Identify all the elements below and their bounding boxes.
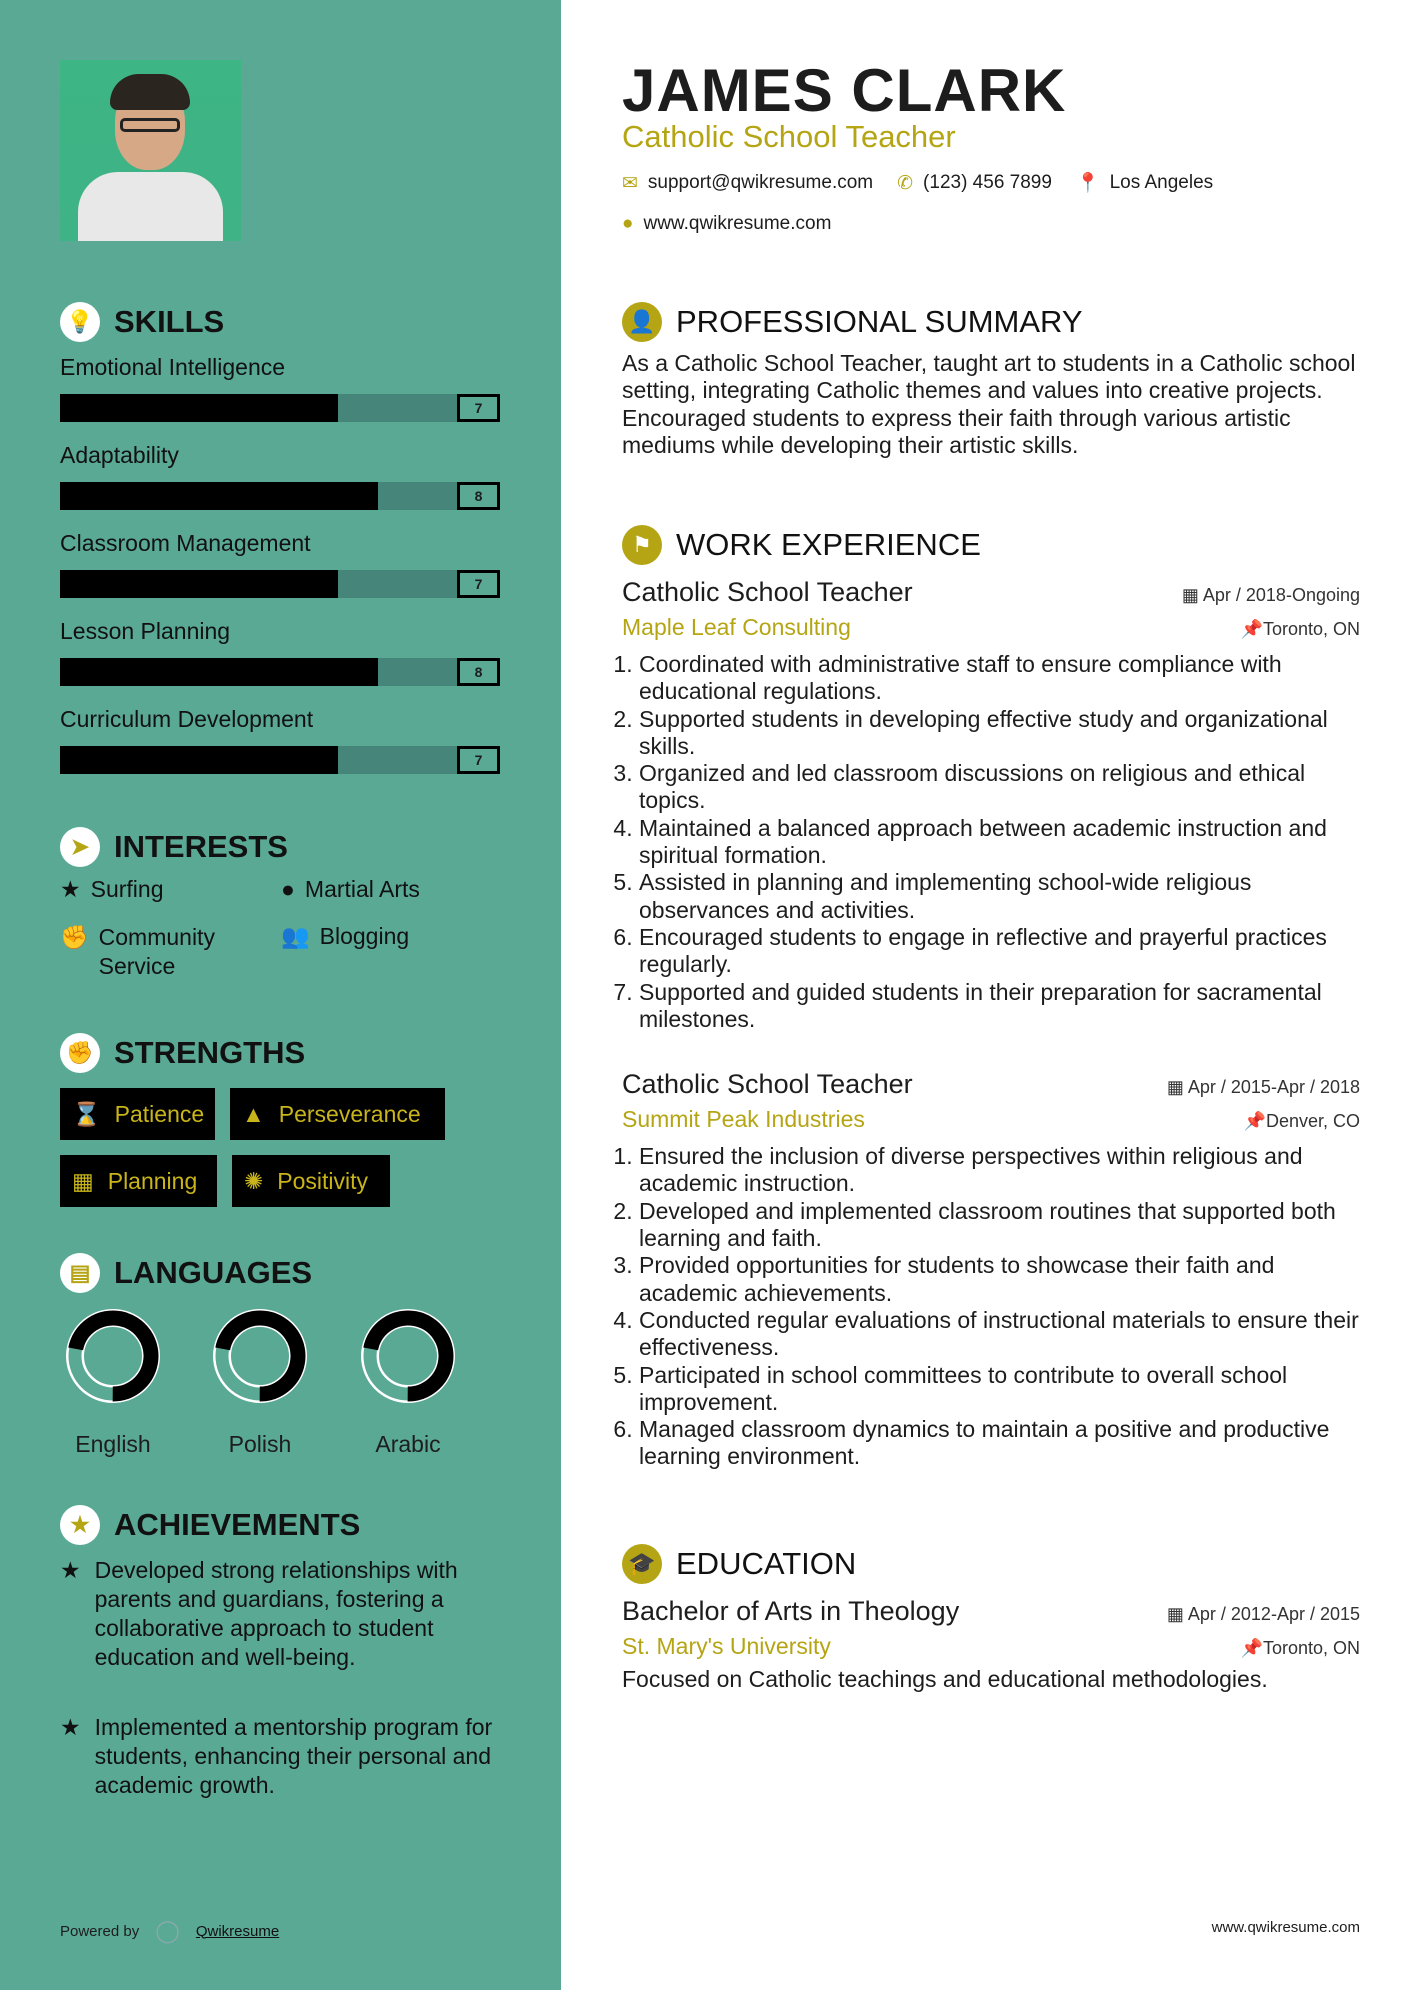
skill-item [60,442,500,510]
skill-label: Curriculum Development [60,706,314,732]
sun-icon: ✺ [244,1167,264,1194]
interest-item [60,876,164,903]
skills-list [60,354,500,774]
work-heading [622,525,1360,565]
qwikresume-link[interactable]: Qwikresume [195,1922,280,1940]
skill-fill [60,570,338,598]
skill-label: Adaptability [60,442,179,468]
star-icon: ★ [60,876,81,902]
sidebar [0,0,561,1990]
pin-icon: 📌 [1243,1111,1266,1132]
tag-label: Perseverance [278,1100,421,1127]
website[interactable]: www.qwikresume.com [643,213,832,234]
bullet: 5. Assisted in planning and implementing school-wide religious observances and activities. [639,869,1360,924]
job-entry [622,577,1360,1033]
skill-value: 8 [457,658,500,686]
envelope-icon: ✉ [622,172,638,194]
map-pin-icon: 📍 [1075,173,1100,194]
road-icon: ▲ [242,1100,265,1127]
interest-item [281,876,420,903]
bullet: 2. Supported students in developing effective study and organizational skills. [639,706,1360,761]
candidate-name: JAMES CLARK [622,57,1067,124]
interests-heading [60,827,288,867]
achievement-item [60,1556,505,1672]
job-date: Apr / 2015-Apr / 2018 [1187,1077,1360,1098]
skill-fill [60,746,338,774]
graduate-icon: 🎓 [622,1544,662,1584]
language-label: English [75,1431,151,1457]
bullet: 5. Participated in school committees to contribute to overall school improvement. [639,1362,1360,1417]
heading-text: INTERESTS [114,829,288,864]
phone: (123) 456 7899 [923,172,1052,193]
profile-photo [60,60,241,241]
fist-icon: ✊ [60,924,89,950]
interest-item [60,923,260,981]
bullet: 1. Coordinated with administrative staff to ensure compliance with educational regulations. [639,651,1360,706]
heading-text: WORK EXPERIENCE [676,527,981,562]
language-donut [200,1308,320,1408]
interest-label: Surfing [90,876,164,902]
globe-icon: ● [281,876,295,902]
interest-label: Blogging [319,923,410,949]
achievement-item [60,1713,505,1800]
language-item [348,1308,468,1458]
school-row [622,1633,1360,1660]
skill-value: 7 [457,570,500,598]
id-card-icon: ▤ [60,1253,100,1293]
strength-tag [60,1088,215,1140]
heading-text: ACHIEVEMENTS [114,1507,361,1542]
calendar-icon: ▦ [72,1167,94,1194]
job-company-row [622,614,1360,641]
contact-row [622,171,1360,195]
jobs-list [622,577,1360,1471]
fist-icon: ✊ [60,1033,100,1073]
education-heading [622,1544,1360,1584]
skill-value: 8 [457,482,500,510]
education-row [622,1596,1360,1627]
job-title: Catholic School Teacher [622,1069,913,1100]
tag-label: Patience [114,1100,205,1127]
calendar-icon: ▦ [1181,585,1203,605]
powered-by [60,1918,279,1944]
pin-icon: 📌 [1240,1638,1263,1658]
skill-bar [60,570,500,598]
skill-bar [60,658,500,686]
skill-value: 7 [457,394,500,422]
achievements-heading [60,1505,360,1545]
heading-text: LANGUAGES [114,1255,313,1290]
interest-label: Community Service [98,924,215,979]
job-bullets [620,651,1360,1033]
bullet: 6. Encouraged students to engage in reflective and prayerful practices regularly. [639,924,1360,979]
skill-fill [60,482,378,510]
bullet: 2. Developed and implemented classroom routines that supported both learning and faith. [639,1198,1360,1253]
strength-tag [230,1088,445,1140]
star-icon: ★ [60,1557,81,1583]
user-icon: 👤 [622,302,662,342]
education-date: Apr / 2012-Apr / 2015 [1187,1604,1360,1624]
language-label: Polish [228,1431,292,1457]
job-header [622,1069,1360,1100]
hourglass-icon: ⌛ [72,1100,101,1127]
summary-heading [622,302,1360,342]
heading-text: EDUCATION [676,1546,857,1581]
language-donut [53,1308,173,1408]
job-date: Apr / 2018-Ongoing [1202,585,1360,605]
skill-item [60,354,500,422]
skill-bar [60,746,500,774]
job-location: Toronto, ON [1262,619,1360,639]
strengths-heading [60,1033,305,1073]
bullet: 4. Maintained a balanced approach between academic instruction and spiritual formation. [639,815,1360,870]
star-icon: ★ [60,1505,100,1545]
qwikresume-logo-icon: ◯ [155,1918,180,1943]
heading-text: STRENGTHS [114,1035,306,1070]
language-donut [348,1308,468,1408]
bullet: 1. Ensured the inclusion of diverse perspectives within religious and academic instruction. [639,1143,1360,1198]
lightbulb-icon: 💡 [60,302,100,342]
skill-label: Lesson Planning [60,618,231,644]
skill-bar [60,482,500,510]
phone-icon: ✆ [897,172,914,194]
globe-icon: ● [622,213,634,234]
bullet: 7. Supported and guided students in their preparation for sacramental milestones. [639,979,1360,1034]
skill-label: Emotional Intelligence [60,354,286,380]
degree: Bachelor of Arts in Theology [622,1596,960,1626]
language-label: Arabic [375,1431,441,1457]
job-title: Catholic School Teacher [622,577,913,607]
star-icon: ★ [60,1714,81,1740]
skill-fill [60,658,378,686]
calendar-icon: ▦ [1166,1604,1188,1624]
skill-bar [60,394,500,422]
bullet: 6. Managed classroom dynamics to maintain a positive and productive learning environment. [639,1416,1360,1471]
location: Los Angeles [1109,172,1214,193]
website-row [622,213,1360,235]
school: St. Mary's University [622,1633,831,1659]
education-location: Toronto, ON [1262,1638,1360,1658]
powered-by-label: Powered by [60,1922,140,1940]
skills-heading [60,302,224,342]
bullet: 3. Organized and led classroom discussions on religious and ethical topics. [639,760,1360,815]
education-text: Focused on Catholic teachings and educational methodologies. [622,1666,1268,1692]
heading-text: SKILLS [114,304,225,339]
job-header [622,577,1360,608]
achievement-text: Developed strong relationships with parents and guardians, fostering a collaborative approach to student education and well-being. [94,1557,458,1670]
tag-label: Planning [107,1167,198,1194]
bullet: 4. Conducted regular evaluations of instructional materials to ensure their effectiveness. [639,1307,1360,1362]
tag-label: Positivity [277,1167,369,1194]
job-company-row [622,1106,1360,1133]
footer-url[interactable]: www.qwikresume.com [1211,1919,1360,1936]
skill-label: Classroom Management [60,530,311,556]
skill-value: 7 [457,746,500,774]
achievement-text: Implemented a mentorship program for students, enhancing their personal and academic growth. [94,1714,493,1798]
skill-item [60,706,500,774]
paper-plane-icon: ➤ [60,827,100,867]
chair-icon: ⚑ [622,525,662,565]
bullet: 3. Provided opportunities for students to showcase their faith and academic achievements. [639,1252,1360,1307]
skill-item [60,618,500,686]
heading-text: PROFESSIONAL SUMMARY [676,304,1083,339]
calendar-icon: ▦ [1166,1077,1188,1098]
users-icon: 👥 [281,923,310,949]
languages-heading [60,1253,312,1293]
job-location: Denver, CO [1265,1111,1360,1132]
email[interactable]: support@qwikresume.com [647,172,874,193]
job-entry [622,1069,1360,1471]
company: Summit Peak Industries [622,1106,865,1133]
interest-label: Martial Arts [304,876,420,902]
job-bullets [620,1143,1360,1471]
job-title: Catholic School Teacher [622,119,956,154]
strength-tag [60,1155,217,1207]
interest-item [281,923,409,950]
summary-text: As a Catholic School Teacher, taught art to students in a Catholic school setting, integrating Catholic themes and values into creative projects. Encouraged students to express their faith through various artistic mediums while developing their artistic skills. [622,350,1356,458]
pin-icon: 📌 [1240,619,1263,639]
skill-fill [60,394,338,422]
skill-item [60,530,500,598]
language-item [53,1308,173,1458]
language-item [200,1308,320,1458]
strength-tag [232,1155,390,1207]
company: Maple Leaf Consulting [622,614,851,640]
